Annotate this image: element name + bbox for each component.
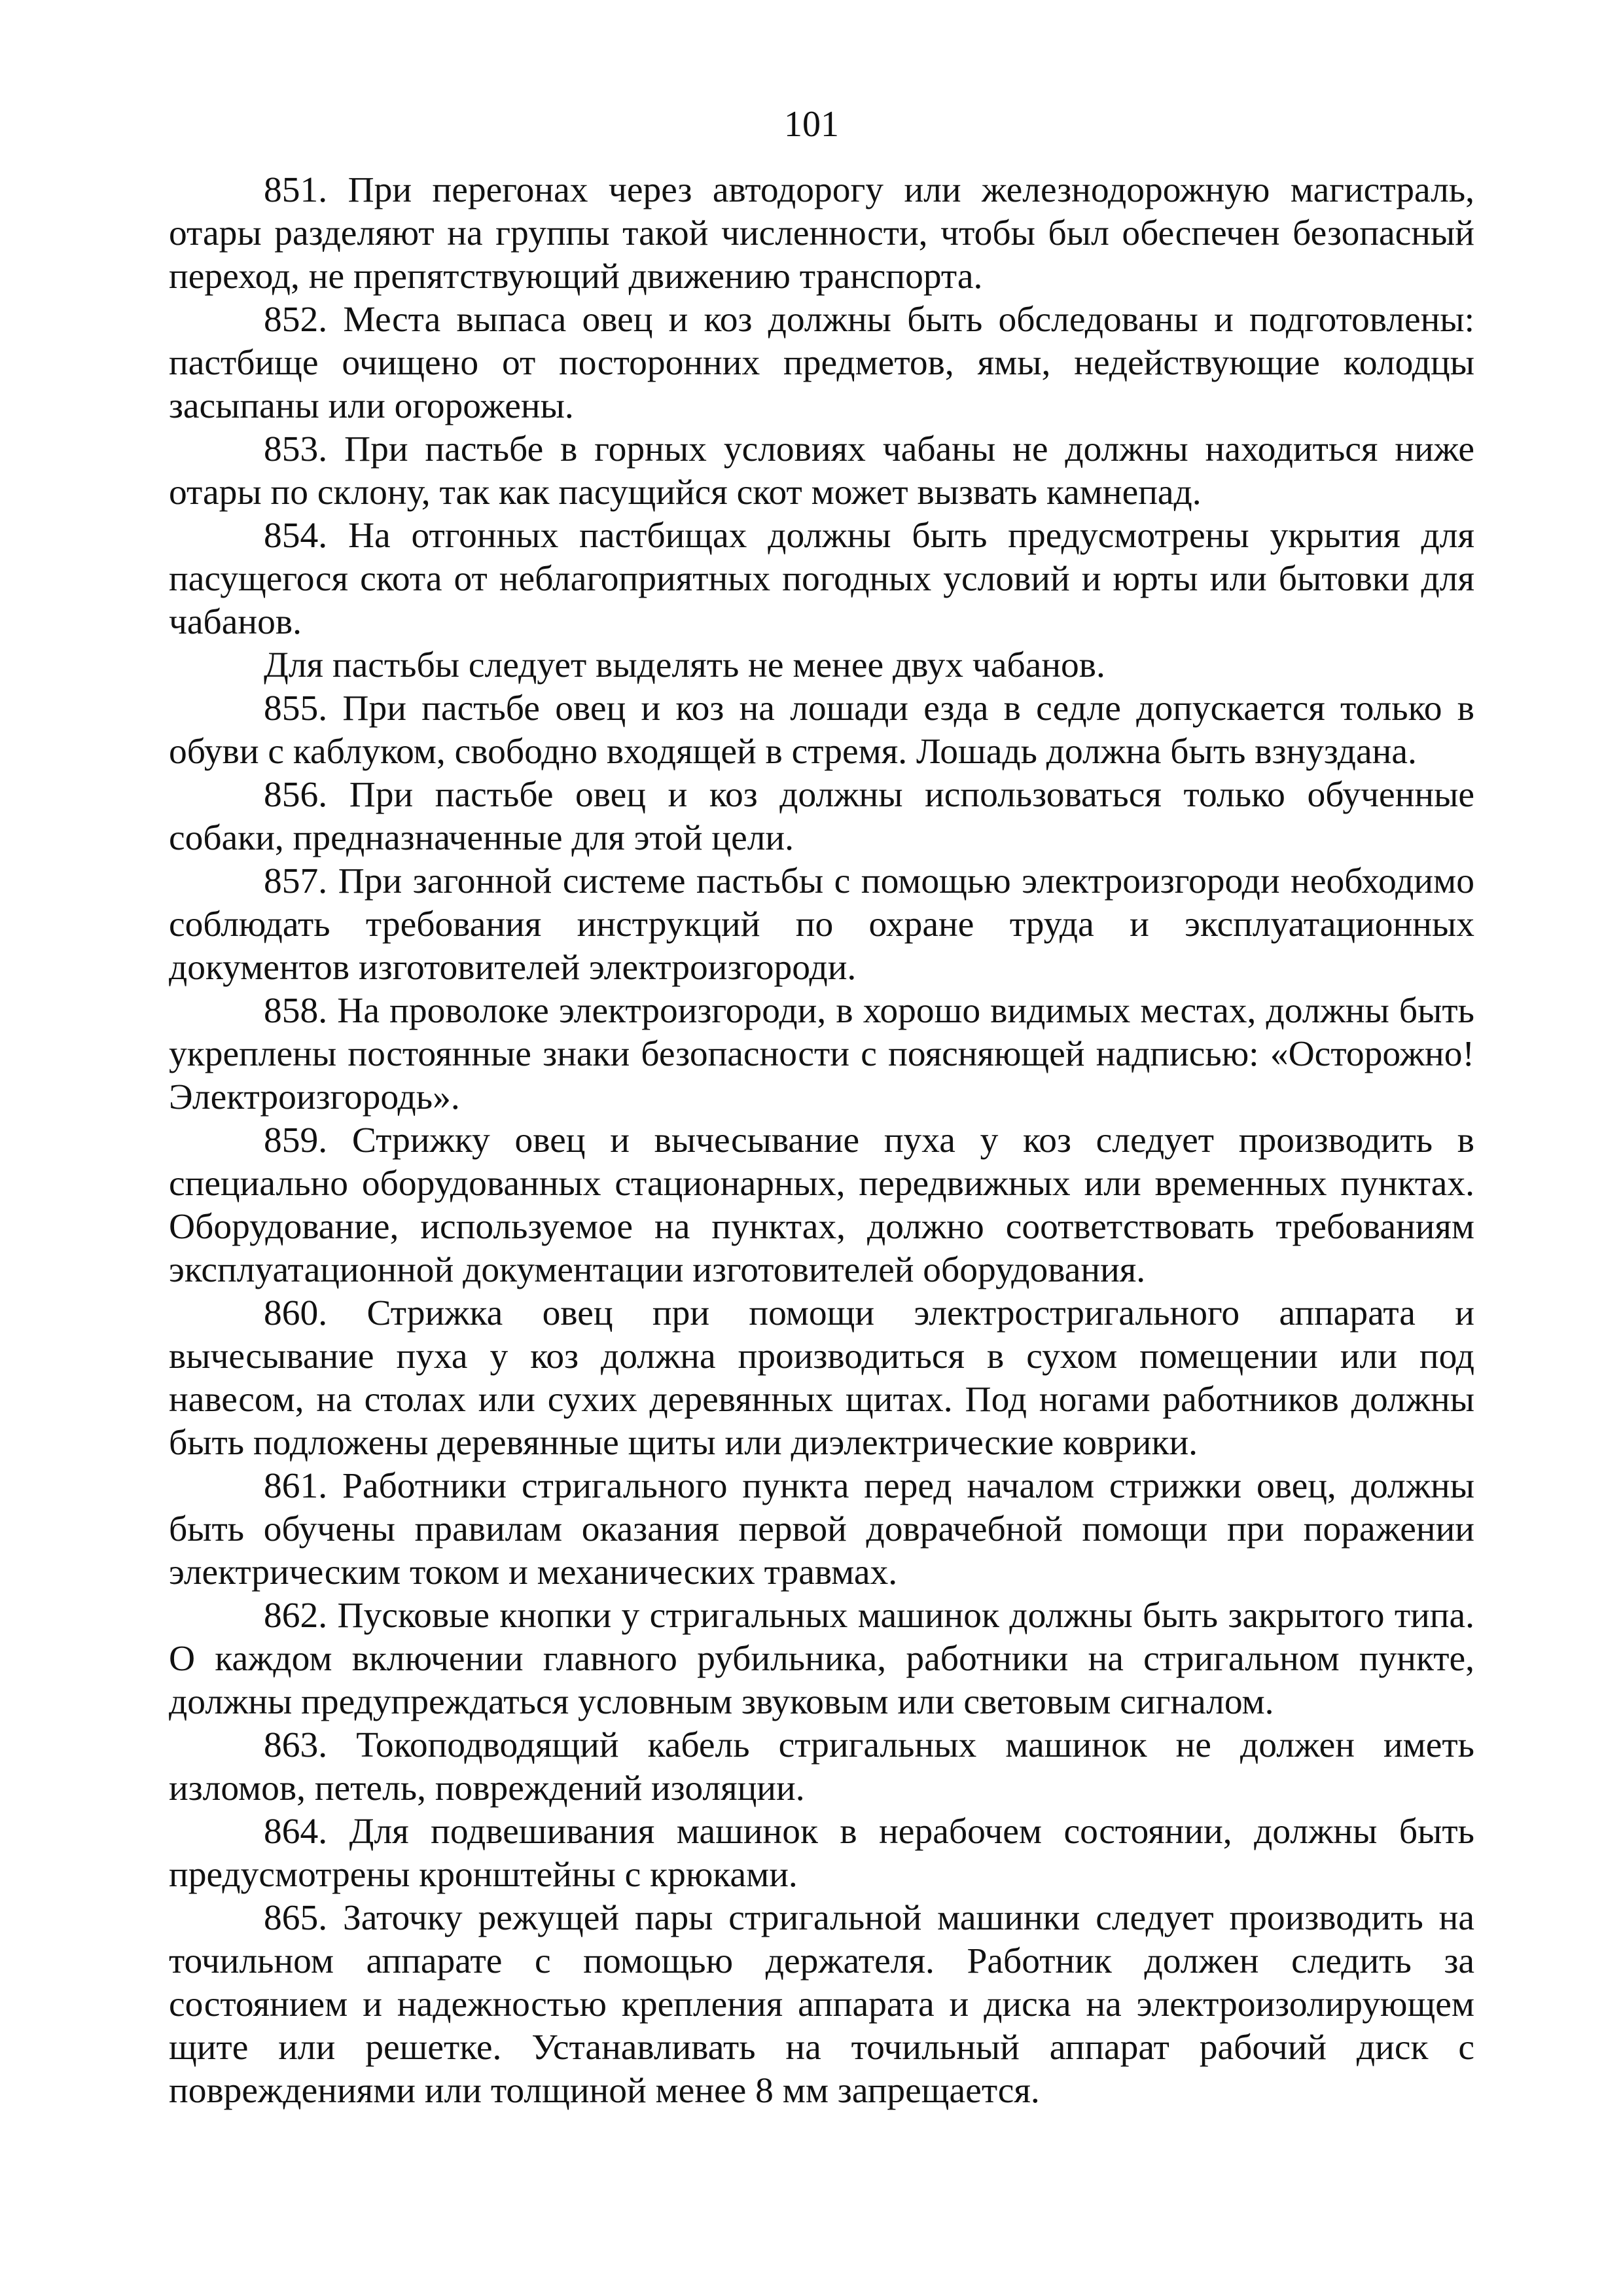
paragraph-851: 851. При перегонах через автодорогу или железнодорожную магистраль, отары разделяют на группы такой численности, чтобы был обеспечен безопасный переход, не препятствующий движению транспорта.	[169, 170, 1474, 296]
paragraph-852: 852. Места выпаса овец и коз должны быть обследованы и подготовлены: пастбище очищено от посторонних предметов, ямы, недействующие колодцы засыпаны или огорожены.	[169, 300, 1474, 426]
paragraph-859: 859. Стрижку овец и вычесывание пуха у коз следует производить в специально оборудованных стационарных, передвижных или временных пунктах. Оборудование, используемое на пунктах, должно соответствовать требованиям эксплуатационной документации изготовителей оборудования.	[169, 1121, 1474, 1290]
paragraph-854-continued: Для пастьбы следует выделять не менее двух чабанов.	[264, 645, 1105, 685]
paragraph-854: 854. На отгонных пастбищах должны быть предусмотрены укрытия для пасущегося скота от неблагоприятных погодных условий и юрты или бытовки для чабанов.	[169, 516, 1474, 642]
page-number: 101	[784, 104, 839, 145]
document-body	[169, 169, 1474, 2113]
paragraph-858: 858. На проволоке электроизгороди, в хорошо видимых местах, должны быть укреплены постоянные знаки безопасности с поясняющей надписью: «Осторожно! Электроизгородь».	[169, 991, 1474, 1117]
paragraph-853: 853. При пастьбе в горных условиях чабаны не должны находиться ниже отары по склону, так как пасущийся скот может вызвать камнепад.	[169, 429, 1474, 512]
paragraph-860: 860. Стрижка овец при помощи электростригального аппарата и вычесывание пуха у коз должна производиться в сухом помещении или под навесом, на столах или сухих деревянных щитах. Под ногами работников должны быть подложены деревянные щиты или диэлектрические коврики.	[169, 1293, 1474, 1463]
paragraph-864: 864. Для подвешивания машинок в нерабочем состоянии, должны быть предусмотрены кронштейны с крюками.	[169, 1812, 1474, 1895]
paragraph-861: 861. Работники стригального пункта перед началом стрижки овец, должны быть обучены правилам оказания первой доврачебной помощи при поражении электрическим током и механических травмах.	[169, 1466, 1474, 1592]
paragraph-862: 862. Пусковые кнопки у стригальных машинок должны быть закрытого типа. О каждом включении главного рубильника, работники на стригальном пункте, должны предупреждаться условным звуковым или световым сигналом.	[169, 1596, 1474, 1722]
paragraph-855: 855. При пастьбе овец и коз на лошади езда в седле допускается только в обуви с каблуком, свободно входящей в стремя. Лошадь должна быть взнуздана.	[169, 689, 1474, 772]
paragraph-865: 865. Заточку режущей пары стригальной машинки следует производить на точильном аппарате с помощью держателя. Работник должен следить за состоянием и надежностью крепления аппарата и диска на электроизолирующем щите или решетке. Устанавливать на точильный аппарат рабочий диск с повреждениями или толщиной менее 8 мм запрещается.	[169, 1898, 1474, 2111]
paragraph-863: 863. Токоподводящий кабель стригальных машинок не должен иметь изломов, петель, повреждений изоляции.	[169, 1725, 1474, 1808]
paragraph-856: 856. При пастьбе овец и коз должны использоваться только обученные собаки, предназначенные для этой цели.	[169, 775, 1474, 858]
paragraph-857: 857. При загонной системе пастьбы с помощью электроизгороди необходимо соблюдать требования инструкций по охране труда и эксплуатационных документов изготовителей электроизгороди.	[169, 861, 1474, 988]
